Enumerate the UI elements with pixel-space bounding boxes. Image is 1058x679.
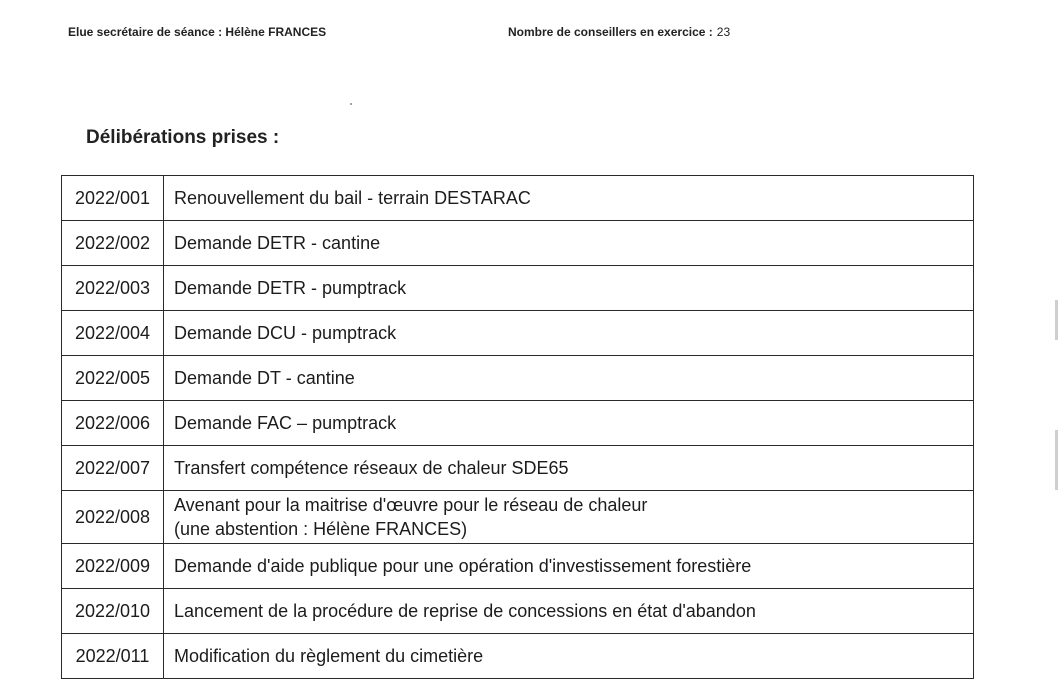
secretary-line: Elue secrétaire de séance : Hélène FRANCES [68,25,327,39]
deliberation-title: Demande FAC – pumptrack [164,401,974,446]
deliberation-number: 2022/001 [62,176,164,221]
deliberation-number: 2022/007 [62,446,164,491]
deliberation-number: 2022/002 [62,221,164,266]
deliberation-title: Demande DT - cantine [164,356,974,401]
deliberation-title: Lancement de la procédure de reprise de concessions en état d'abandon [164,589,974,634]
deliberation-number: 2022/005 [62,356,164,401]
deliberation-title: Demande DCU - pumptrack [164,311,974,356]
table-row [62,311,974,356]
deliberation-number: 2022/011 [62,634,164,679]
deliberation-number: 2022/003 [62,266,164,311]
table-row [62,266,974,311]
councillors-label: Nombre de conseillers en exercice : [508,25,713,39]
table-row [62,491,974,544]
table-row [62,176,974,221]
table-row [62,221,974,266]
deliberation-title: Demande d'aide publique pour une opération d'investissement forestière [164,544,974,589]
table-row [62,356,974,401]
deliberation-note-line: (une abstention : Hélène FRANCES) [174,519,468,539]
deliberation-title: Demande DETR - cantine [164,221,974,266]
deliberation-number: 2022/004 [62,311,164,356]
table-row [62,634,974,679]
deliberation-title [164,491,974,544]
councillors-line [508,25,730,39]
deliberation-title: Demande DETR - pumptrack [164,266,974,311]
deliberation-title: Transfert compétence réseaux de chaleur SDE65 [164,446,974,491]
table-row [62,401,974,446]
deliberation-title: Renouvellement du bail - terrain DESTARAC [164,176,974,221]
table-row [62,544,974,589]
deliberation-number: 2022/010 [62,589,164,634]
table-row [62,446,974,491]
councillors-count: 23 [716,25,731,39]
deliberations-table [61,175,974,679]
scan-speck [350,103,352,105]
deliberation-number: 2022/009 [62,544,164,589]
deliberation-number: 2022/006 [62,401,164,446]
deliberation-number: 2022/008 [62,491,164,544]
table-row [62,589,974,634]
section-title: Délibérations prises : [86,127,280,148]
deliberation-title-line: Avenant pour la maitrise d'œuvre pour le réseau de chaleur [174,495,648,515]
deliberation-title: Modification du règlement du cimetière [164,634,974,679]
